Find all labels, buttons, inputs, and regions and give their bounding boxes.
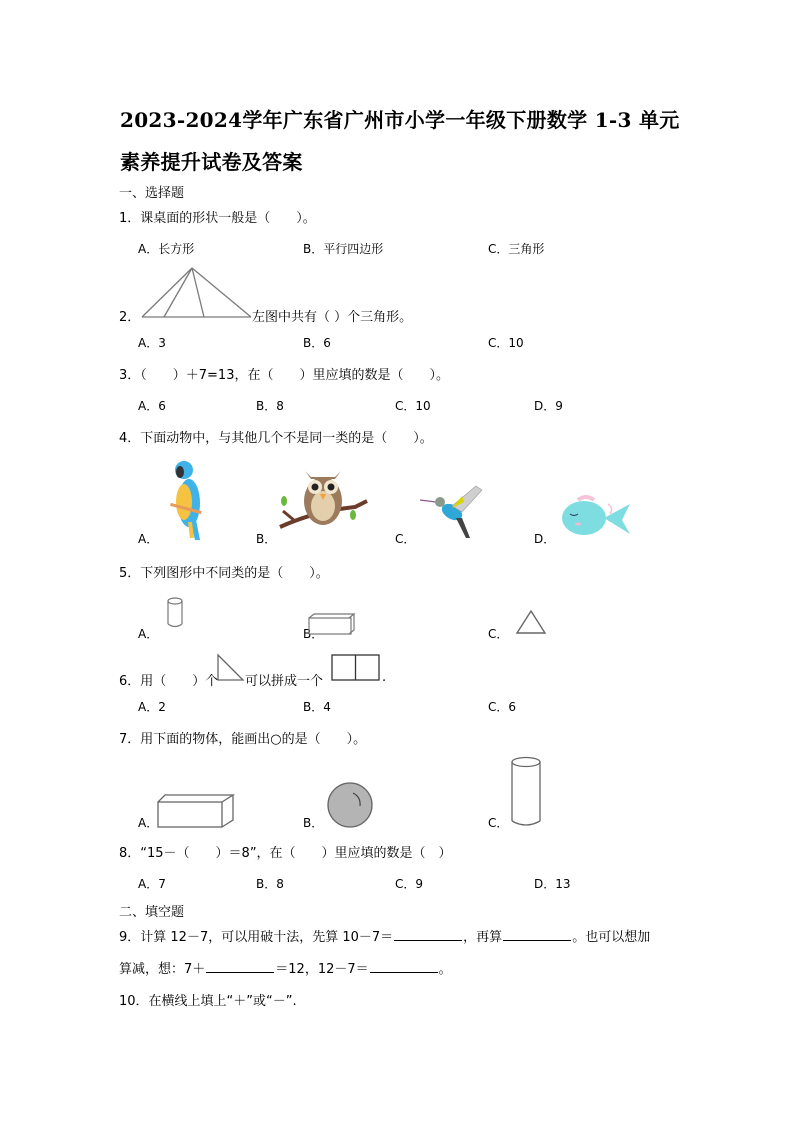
q9-line1-text-c: 。也可以想加: [572, 930, 651, 945]
q9-line2-text-a: 算减，想：7＋: [119, 962, 206, 977]
q2-option-b[interactable]: B．6: [303, 336, 331, 350]
q6-option-a[interactable]: A．2: [138, 700, 166, 714]
q1-option-a[interactable]: A．长方形: [138, 242, 195, 256]
small-cuboid-image: [308, 612, 352, 636]
question-7-text: 7．用下面的物体，能画出○的是（ ）。: [119, 732, 367, 747]
q4-option-a[interactable]: A．: [138, 532, 159, 546]
small-triangle-image: [514, 609, 548, 635]
question-9-line2: [119, 958, 452, 977]
q9-line1-text-a: 9．计算 12－7，可以用破十法，先算 10－7＝: [119, 930, 394, 945]
small-cylinder-image: [162, 596, 188, 632]
q1-option-c[interactable]: C．三角形: [488, 242, 545, 256]
ball-image: [323, 780, 379, 830]
q4-option-d[interactable]: D．: [534, 532, 556, 546]
q4-option-c[interactable]: C．: [395, 532, 416, 546]
right-triangle-figure: [217, 654, 245, 682]
question-9-line1: [119, 926, 650, 945]
q7-option-c[interactable]: C．: [488, 816, 509, 830]
question-8-text: 8．“15－（ ）＝8”，在（ ）里应填的数是（ ）: [119, 846, 452, 861]
q9-blank-2[interactable]: [503, 928, 571, 941]
q6-option-b[interactable]: B．4: [303, 700, 331, 714]
q9-blank-1[interactable]: [394, 928, 462, 941]
question-1-text: 1．课桌面的形状一般是（ ）。: [119, 211, 316, 226]
q9-blank-4[interactable]: [370, 960, 438, 973]
question-3-text: 3．（ ）＋7=13，在（ ）里应填的数是（ ）。: [119, 368, 449, 383]
section-heading-fill-in: 二、填空题: [119, 905, 185, 920]
fish-image: [558, 494, 633, 540]
q9-line2-text-c: 。: [438, 962, 452, 977]
question-2-text: 左图中共有（ ）个三角形。: [252, 310, 413, 325]
q5-option-c[interactable]: C．: [488, 627, 509, 641]
owl-image: [275, 463, 370, 533]
question-5-text: 5．下列图形中不同类的是（ ）。: [119, 566, 329, 581]
q7-option-a[interactable]: A．: [138, 816, 159, 830]
q3-option-b[interactable]: B．8: [256, 399, 284, 413]
question-4-text: 4．下面动物中，与其他几个不是同一类的是（ ）。: [119, 431, 433, 446]
q1-option-b[interactable]: B．平行四边形: [303, 242, 384, 256]
question-2-number: 2．: [119, 310, 141, 325]
q6-option-c[interactable]: C．6: [488, 700, 517, 714]
document-title-line2: 素养提升试卷及答案: [120, 150, 303, 174]
q8-option-b[interactable]: B．8: [256, 877, 284, 891]
question-6-text-part1: 6．用（ ）个: [119, 674, 219, 689]
q2-option-a[interactable]: A．3: [138, 336, 166, 350]
q8-option-a[interactable]: A．7: [138, 877, 166, 891]
question-6-text-part2: 可以拼成一个: [245, 674, 324, 689]
q3-option-a[interactable]: A．6: [138, 399, 166, 413]
section-heading-choice: 一、选择题: [119, 186, 185, 201]
q3-option-c[interactable]: C．10: [395, 399, 431, 413]
question-6-text-part3: .: [382, 670, 387, 685]
q3-option-d[interactable]: D．9: [534, 399, 563, 413]
q5-option-a[interactable]: A．: [138, 627, 159, 641]
tall-cylinder-image: [509, 756, 545, 830]
document-title-line1: 2023-2024学年广东省广州市小学一年级下册数学 1-3 单元: [120, 108, 680, 132]
divided-triangle-figure: [140, 266, 252, 318]
q2-option-c[interactable]: C．10: [488, 336, 524, 350]
q8-option-d[interactable]: D．13: [534, 877, 571, 891]
q9-line2-text-b: ＝12，12－7＝: [275, 962, 369, 977]
hummingbird-image: [418, 482, 486, 540]
question-10-text: 10．在横线上填上“＋”或“－”.: [119, 994, 297, 1009]
q9-line1-text-b: ，再算: [463, 930, 503, 945]
q5-option-b[interactable]: B．: [303, 627, 324, 641]
parrot-image: [162, 458, 212, 540]
q8-option-c[interactable]: C．9: [395, 877, 424, 891]
q9-blank-3[interactable]: [206, 960, 274, 973]
q4-option-b[interactable]: B．: [256, 532, 277, 546]
q7-option-b[interactable]: B．: [303, 816, 324, 830]
cuboid-image: [156, 793, 236, 829]
two-squares-figure: [331, 654, 381, 682]
